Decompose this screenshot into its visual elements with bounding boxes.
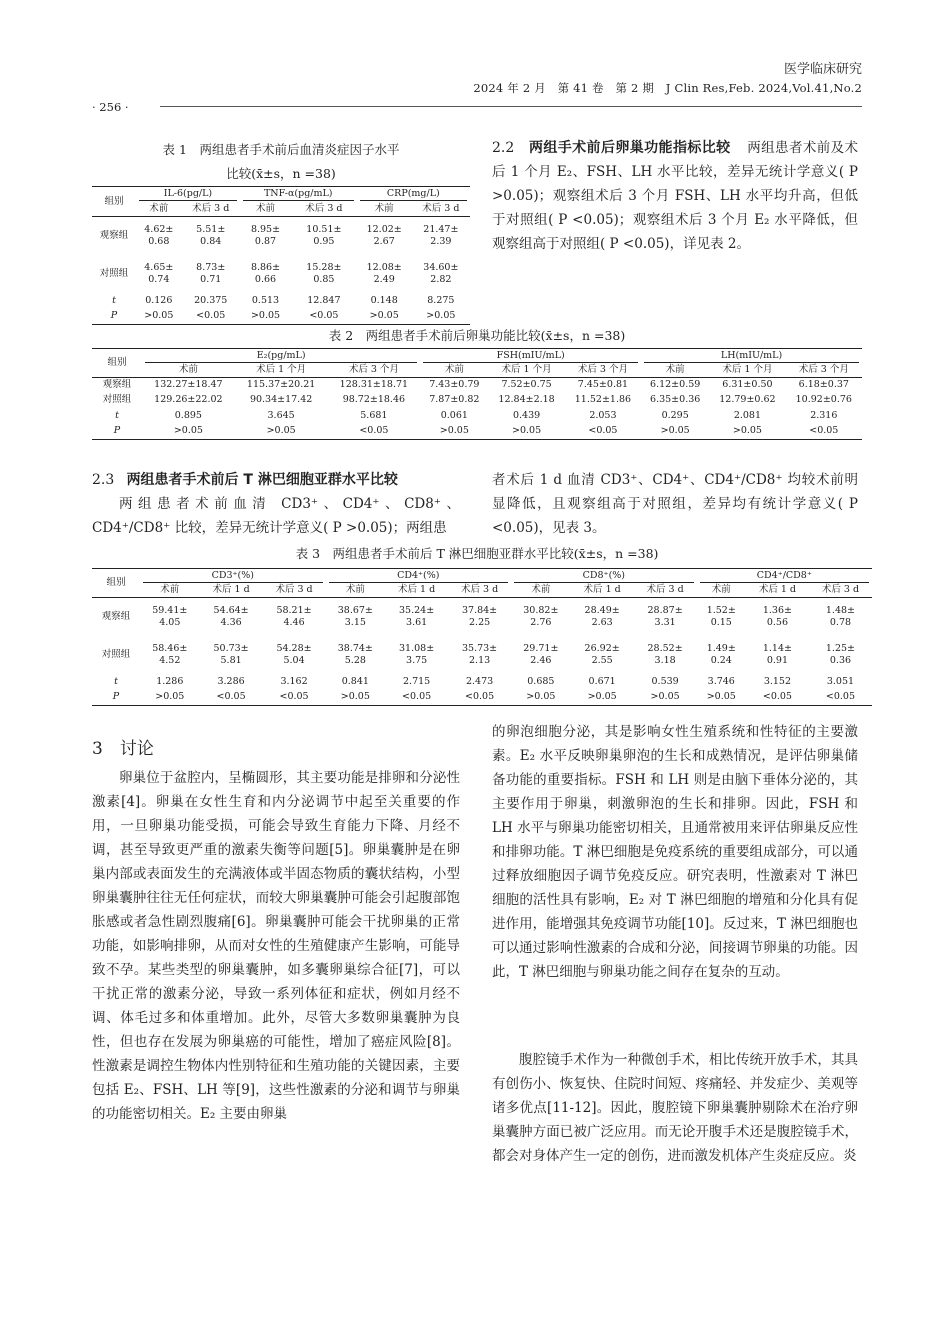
table-row [92,393,862,408]
table1-subcol: 术后 3 d [182,202,240,217]
table-cell: 6.31±0.50 [722,379,773,391]
table-cell: 0.439 [512,409,541,421]
table1-group: CRP(mg/L) [360,188,467,201]
row-label: t [114,675,118,687]
table-cell: >0.05 [697,690,746,706]
table-cell: 12.84±2.18 [498,394,555,405]
table-cell: 7.87±0.82 [429,394,480,405]
table-cell: 3.152 [763,675,792,687]
table3-subcol: 术后 3 d [448,584,511,598]
table-cell: 0.671 [588,675,616,687]
table-cell: <0.05 [182,309,240,325]
table-cell: >0.05 [326,690,386,706]
row-label: 对照组 [102,394,132,405]
table3-subcol: 术后 3 d [809,584,872,598]
table-cell: 0.513 [251,294,280,306]
table3-group: CD4⁺/CD8⁺ [700,570,869,583]
table-cell: 4.65± 0.74 [144,261,174,285]
table3-subcol: 术前 [326,584,386,598]
table-cell: 1.52± 0.15 [706,604,736,628]
table-cell: 90.34±17.42 [249,394,313,405]
table-cell: 8.86± 0.66 [250,261,281,285]
table-cell: >0.05 [140,690,200,706]
table-row [92,598,872,636]
table-cell: 2.715 [403,675,431,687]
table2 [92,348,862,440]
table-cell: 6.18±0.37 [798,379,849,391]
table-cell: 6.12±0.59 [650,379,701,391]
table-cell: <0.05 [200,690,263,706]
table-cell: 132.27±18.47 [154,379,223,391]
row-label: t [112,294,116,306]
table-cell: <0.05 [786,424,862,440]
table3-group: CD8⁺(%) [514,570,694,583]
table2-group: LH(mIU/mL) [644,350,859,363]
table-cell: 98.72±18.46 [342,394,406,405]
table-cell: 30.82± 2.76 [523,604,559,628]
section-2-3-number: 2.3 [92,472,115,488]
table-row [92,408,862,424]
section-3-right-paragraph-2: 腹腔镜手术作为一种微创手术，相比传统开放手术，其具有创伤小、恢复快、住院时间短、疼痛轻、并发症少、美观等诸多优点[11-12]。因此，腹腔镜下卵巢囊肿剔除术在治疗卵巢囊肿方面已被广泛应用。而无论开腹手术还是腹腔镜手术，都会对身体产生一定的创伤，进而激发机体产生炎症反应。炎 [492,1052,858,1164]
table-cell: 3.746 [707,675,735,687]
table3-subcol: 术后 3 d [634,584,697,598]
table-cell: 12.02± 2.67 [366,223,402,247]
table-cell: 8.275 [427,294,455,306]
table-cell: 4.62± 0.68 [144,223,174,247]
table3-group-header: 组别 [92,569,140,598]
table-cell: >0.05 [420,424,488,440]
table-cell: <0.05 [328,424,421,440]
table-cell: 37.84± 2.25 [461,604,498,628]
table-cell: 7.43±0.79 [429,379,480,391]
table-cell: >0.05 [709,424,785,440]
table-cell: >0.05 [511,690,571,706]
table-cell: <0.05 [746,690,809,706]
section-2-3-text-left: 两组患者术前血清 CD3⁺、CD4⁺、CD8⁺、CD4⁺/CD8⁺ 比较，差异无统计学意义( P >0.05)；两组患 [92,496,460,536]
table-row [92,255,470,293]
table1-group: TNF-α(pg/mL) [243,188,354,201]
table-cell: 0.295 [661,409,689,421]
table-cell: 28.49± 2.63 [584,604,620,628]
table-row [92,293,470,309]
table-cell: 0.895 [174,409,202,421]
section-3-left-paragraph: 卵巢位于盆腔内，呈椭圆形，其主要功能是排卵和分泌性激素[4]。卵巢在女性生育和内分泌调节中起至关重要的作用，一旦卵巢功能受损，可能会导致生育能力下降、月经不调，甚至导致更严重的激素失衡等问题[5]。卵巢囊肿是在卵巢内部或表面发生的充满液体或半固态物质的囊状结构，小型卵巢囊肿往往无任何症状，而较大卵巢囊肿可能会引起腹部饱胀感或者急性剧烈腹痛[6]。卵巢囊肿可能会干扰卵巢的正常功能，如影响排卵，从而对女性的生殖健康产生影响，可能导致不孕。某些类型的卵巢囊肿，如多囊卵巢综合征[7]，可以干扰正常的激素分泌，导致一系列体征和症状，例如月经不调、体毛过多和体重增加。此外，尽管大多数卵巢囊肿为良性，但也存在发展为卵巢癌的可能性，增加了癌症风险[8]。性激素是调控生物体内性别特征和生殖功能的关键因素，主要包括 E₂、FSH、LH 等[9]，这些性激素的分泌和调节与卵巢的功能密切相关。E₂ 主要由卵巢 [92,770,460,1122]
table-cell: 0.061 [440,409,468,421]
row-label: P [92,309,136,325]
table-cell: 12.847 [307,294,341,306]
table2-subcol: 术后 3 个月 [328,364,421,378]
table3-subcol: 术前 [697,584,746,598]
table-cell: 28.87± 3.31 [647,604,683,628]
table2-group: FSH(mIU/mL) [423,350,638,363]
table-cell: 34.60± 2.82 [423,261,459,285]
table-cell: 20.375 [194,294,228,306]
table-cell: 29.71± 2.46 [523,642,559,666]
section-2-3-right: 者术后 1 d 血清 CD3⁺、CD4⁺、CD4⁺/CD8⁺ 均较术前明显降低，且观察组高于对照组，差异均有统计学意义( P <0.05)，见表 3。 [492,472,858,536]
table-cell: 5.51± 0.84 [196,223,226,247]
table-row [92,378,862,393]
table-cell: >0.05 [634,690,697,706]
section-2-3-heading: 两组患者手术前后 T 淋巴细胞亚群水平比较 [126,472,398,488]
row-label: 观察组 [101,610,131,622]
table-row [92,690,872,706]
table2-subcol: 术后 1 个月 [709,364,785,378]
table2-subcol: 术后 1 个月 [235,364,328,378]
table-cell: <0.05 [565,424,641,440]
table2-subcol: 术前 [641,364,709,378]
journal-name: 医学临床研究 [783,62,862,77]
table1-subcol: 术后 3 d [291,202,357,217]
table3-group: CD4⁺(%) [329,570,509,583]
table-cell: 3.286 [217,675,245,687]
table-cell: 1.25± 0.36 [825,642,856,666]
row-label: 观察组 [99,229,129,241]
table-cell: 2.081 [733,409,762,421]
section-2-3-left [92,468,460,540]
table-cell: 35.73± 2.13 [461,642,498,666]
table2-subcol: 术前 [420,364,488,378]
section-2-2-text: 两组患者术前及术后 1 个月 E₂、FSH、LH 水平比较，差异无统计学意义( P >0.05)；观察组术后 3 个月 FSH、LH 水平均升高，但低于对照组( P <0.05)；观察组术后 3 个月 E₂ 水平降低，但观察组高于对照组( P <0.05)，详见表 2。 [492,140,859,252]
table1-subcol: 术前 [136,202,182,217]
table-cell: 1.14± 0.91 [762,642,792,666]
table-cell: 115.37±20.21 [246,379,316,391]
table-cell: <0.05 [291,309,357,325]
table2-group: E₂(pg/mL) [145,350,417,363]
table-cell: >0.05 [412,309,470,325]
section-2-2-heading: 两组手术前后卵巢功能指标比较 [528,140,731,156]
table-cell: 2.473 [465,675,494,687]
table-cell: >0.05 [136,309,182,325]
table1-subcol: 术前 [240,202,291,217]
table2-group-header: 组别 [92,349,142,378]
table-cell: 1.286 [156,675,184,687]
table-cell: 12.79±0.62 [719,394,776,405]
table3-subcol: 术后 3 d [263,584,326,598]
table-row [92,636,872,674]
table-cell: 15.28± 0.85 [306,261,342,285]
table-cell: 8.95± 0.87 [250,223,281,247]
table-row [92,424,862,440]
table1-group: IL-6(pg/L) [139,188,237,201]
table-cell: 11.52±1.86 [574,394,632,405]
table-cell: 58.46± 4.52 [152,642,188,666]
table-cell: 2.053 [589,409,617,421]
table-cell: 3.051 [826,675,855,687]
table-cell: 5.681 [360,409,388,421]
row-label: t [115,409,119,421]
table3 [92,568,872,706]
table-cell: 38.67± 3.15 [337,604,373,628]
table3-subcol: 术后 1 d [200,584,263,598]
table-cell: 3.645 [267,409,295,421]
table-cell: 128.31±18.71 [339,379,409,391]
table-cell: 1.36± 0.56 [762,604,792,628]
table-cell: 38.74± 5.28 [337,642,373,666]
table-cell: 8.73± 0.71 [196,261,226,285]
table-cell: >0.05 [641,424,709,440]
table-cell: 54.64± 4.36 [213,604,249,628]
table-cell: 31.08± 3.75 [399,642,435,666]
table-cell: 0.539 [651,675,679,687]
table-cell: 0.148 [370,294,398,306]
citation-line: 2024 年 2 月 第 41 卷 第 2 期 J Clin Res,Feb. 2024,Vol.41,No.2 [473,81,862,95]
table2-subcol: 术后 3 个月 [786,364,862,378]
table3-subcol: 术后 1 d [746,584,809,598]
table-cell: >0.05 [240,309,291,325]
table1-subcol: 术前 [357,202,412,217]
table1-group-header: 组别 [92,187,136,217]
table3-group: CD3⁺(%) [143,570,323,583]
table-cell: >0.05 [357,309,412,325]
row-label: 对照组 [99,267,129,279]
table-row [92,674,872,690]
row-label: P [92,424,142,440]
table3-subcol: 术后 1 d [385,584,448,598]
table-row [92,309,470,325]
table-cell: 50.73± 5.81 [213,642,249,666]
table2-subcol: 术后 3 个月 [565,364,641,378]
table-cell: >0.05 [235,424,328,440]
table1-title: 表 1 两组患者手术前后血清炎症因子水平 [162,142,400,157]
header-rule [160,106,862,107]
table-cell: 1.48± 0.78 [825,604,856,628]
table-cell: 58.21± 4.46 [276,604,312,628]
table-cell: 54.28± 5.04 [276,642,312,666]
table-cell: >0.05 [488,424,564,440]
table2-subcol: 术前 [142,364,235,378]
table1-subtitle: 比较(x̄±s，n =38) [226,166,336,181]
table-cell: 0.841 [341,675,369,687]
table-cell: 28.52± 3.18 [647,642,683,666]
table-cell: >0.05 [142,424,235,440]
table2-title: 表 2 两组患者手术前后卵巢功能比较(x̄±s，n =38) [328,328,626,343]
table-cell: 129.26±22.02 [154,394,223,405]
page-number: · 256 · [92,100,129,114]
table1-block [92,140,470,325]
section-2-2 [492,136,858,256]
table3-subcol: 术前 [140,584,200,598]
table3-subcol: 术后 1 d [571,584,634,598]
row-label: P [92,690,140,706]
table-cell: 21.47± 2.39 [423,223,459,247]
table3-subcol: 术前 [511,584,571,598]
table-cell: 10.92±0.76 [795,394,852,405]
table-cell: 26.92± 2.55 [584,642,620,666]
table1-subcol: 术后 3 d [412,202,470,217]
table-cell: 2.316 [810,409,838,421]
table-cell: 7.45±0.81 [577,379,629,391]
row-label: 对照组 [101,648,131,660]
section-3-right-paragraph-1: 的卵泡细胞分泌，其是影响女性生殖系统和性特征的主要激素。E₂ 水平反映卵巢卵泡的生长和成熟情况，是评估卵巢储备功能的重要指标。FSH 和 LH 则是由脑下垂体分泌的，其主要作用于卵巢，刺激卵泡的生长和排卵。因此，FSH 和 LH 水平与卵巢功能密切相关，且通常被用来评估卵巢反应性和排卵功能。T 淋巴细胞是免疫系统的重要组成部分，可以通过释放细胞因子调节免疫反应。研究表明，性激素对 T 淋巴细胞的活性具有影响，E₂ 对 T 淋巴细胞的增殖和分化具有促进作用，能增强其免疫调节功能[10]。反过来，T 淋巴细胞也可以通过影响性激素的合成和分泌，间接调节卵巢的功能。因此，T 淋巴细胞与卵巢功能之间存在复杂的互动。 [492,724,858,980]
table-row [92,217,470,255]
table-cell: 0.126 [145,294,173,306]
table-cell: 59.41± 4.05 [152,604,188,628]
table-cell: 3.162 [280,675,308,687]
table-cell: <0.05 [448,690,511,706]
table3-title: 表 3 两组患者手术前后 T 淋巴细胞亚群水平比较(x̄±s，n =38) [295,546,659,561]
section-3-heading: 3 讨论 [92,739,154,759]
table-cell: <0.05 [809,690,872,706]
table2-subcol: 术后 1 个月 [488,364,564,378]
table-cell: 6.35±0.36 [650,394,701,405]
table-cell: >0.05 [571,690,634,706]
table-cell: 7.52±0.75 [501,379,552,391]
table-cell: 10.51± 0.95 [306,223,342,247]
table-cell: 12.08± 2.49 [366,261,402,285]
table-cell: 1.49± 0.24 [706,642,736,666]
row-label: 观察组 [102,379,132,391]
table1 [92,186,470,325]
table-cell: <0.05 [263,690,326,706]
section-2-2-number: 2.2 [492,140,515,156]
table-cell: 35.24± 3.61 [399,604,435,628]
table-cell: <0.05 [385,690,448,706]
table-cell: 0.685 [527,675,555,687]
